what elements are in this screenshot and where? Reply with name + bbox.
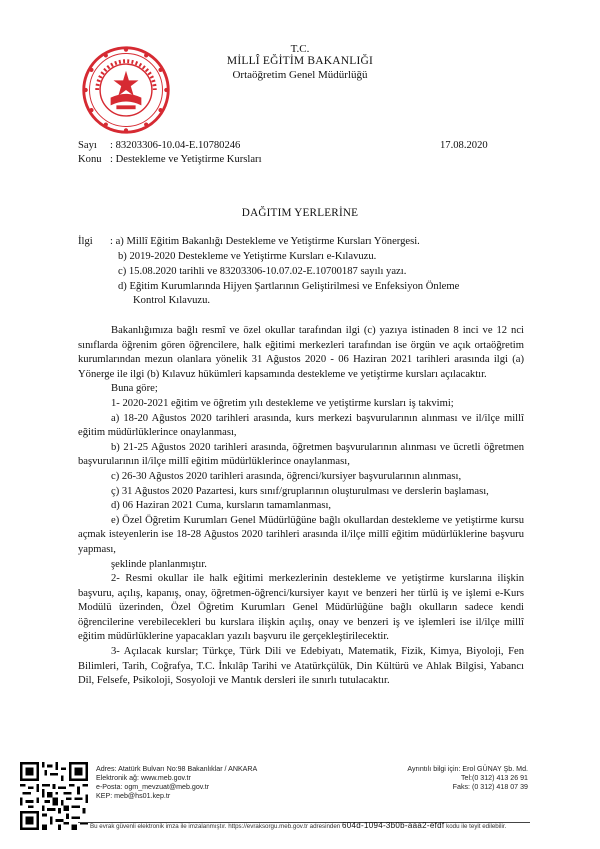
footer-phone: Tel:(0 312) 413 26 91 (460, 774, 528, 783)
item-1cc: ç) 31 Ağustos 2020 Pazartesi, kurs sınıf/gruplarının oluşturulması ve derslerin başlaması, (111, 485, 489, 497)
item-1a: a) 18-20 Ağustos 2020 tarihleri arasında, kurs merkezi başvurularının alınması ve il/ilçe millî eğitim müdürlüklerince onaylanması, (78, 412, 524, 439)
header-ministry: MİLLÎ EĞİTİM BAKANLIĞI (226, 55, 374, 67)
item-1c: c) 26-30 Ağustos 2020 tarihleri arasında, öğrenci/kursiyer başvurularının alınması, (111, 470, 462, 482)
header-tc: T.C. (290, 43, 310, 55)
ilgi-a: : a) Millî Eğitim Bakanlığı Destekleme ve Yetiştirme Kursları Yönergesi. (110, 236, 420, 247)
footer-website[interactable]: Elektronik ağ: www.meb.gov.tr (96, 774, 191, 783)
item-1b: b) 21-25 Ağustos 2020 tarihleri arasında, öğretmen başvurularının alınması ve ücretli öğretmen başvurularının il/ilçe millî eğitim müdürlüklerince onaylanması, (78, 441, 524, 468)
ilgi-c: c) 15.08.2020 tarihli ve 83203306-10.07.02-E.10700187 sayılı yazı. (118, 266, 407, 277)
item-3: 3- Açılacak kurslar; Türkçe, Türk Dili ve Edebiyatı, Matematik, Fizik, Kimya, Biyoloji, Fen Bilimleri, Tarih, Coğrafya, T.C. İnkılâp Tarihi ve Atatürkçülük, Din Kültürü ve Ahlak Bilgisi, Yabancı Dil, Felsefe, Psikoloji, Sosyoloji ve Mantık dersleri ile sınırlı tutulacaktır. (78, 646, 524, 687)
footer-fax: Faks: (0 312) 418 07 39 (452, 783, 528, 792)
document-date: 17.08.2020 (440, 140, 488, 151)
letter-body (78, 324, 524, 689)
header-directorate: Ortaöğretim Genel Müdürlüğü (232, 69, 368, 81)
ilgi-label: İlgi (78, 236, 93, 247)
footer-contact-left (96, 765, 257, 801)
footer-address: Adres: Atatürk Bulvarı No:98 Bakanlıklar / ANKARA (96, 765, 258, 773)
item-1e: e) Özel Öğretim Kurumları Genel Müdürlüğüne bağlı okullardan destekleme ve yetiştirme kursu açmak isteyenlerin ise 18-28 Ağustos 2020 tarihleri arasında il/ilçe millî eğitim müdürlüklerine başvuru yapması, (78, 514, 524, 555)
ilgi-d-line1: d) Eğitim Kurumlarında Hijyen Şartlarının Geliştirilmesi ve Enfeksiyon Önleme (118, 281, 460, 292)
item-1: 1- 2020-2021 eğitim ve öğretim yılı destekleme ve yetiştirme kursları iş takvimi; (111, 397, 454, 409)
item-2: 2- Resmi okullar ile halk eğitimi merkezlerinin destekleme ve yetiştirme kurslarına ilişkin başvuru, açılış, kapanış, onay, öğretmen-öğrenci/kursiyer kayıt ve benzeri her türlü iş ve işlemi e-Kurs Modülü üzerinden, Özel Öğretim Kurumları Genel Müdürlüğüne bağlı okulların sadece kendi öğrencilerine verebilecekleri bu kurslara ilişkin açılış, onay ve benzeri iş ve işlemleri ise il/ilçe millî eğitim müdürlüklerine yapacakları yazılı başvuru ile gerçekleştirilecektir. (78, 573, 524, 643)
konu-value: : Destekleme ve Yetiştirme Kursları (110, 154, 262, 165)
ilgi-b: b) 2019-2020 Destekleme ve Yetiştirme Kursları e-Kılavuzu. (118, 251, 377, 262)
footer-contact-person: Ayrıntılı bilgi için: Erol GÜNAY Şb. Md. (407, 765, 528, 773)
konu-label: Konu (78, 154, 102, 165)
verify-suffix: kodu ile teyit edilebilir. (446, 823, 507, 830)
buna-gore: Buna göre; (111, 383, 158, 395)
sayi-value: : 83203306-10.04-E.10780246 (110, 140, 241, 151)
sayi-label: Sayı (78, 140, 97, 151)
qr-code (20, 762, 88, 830)
item-1d: d) 06 Haziran 2021 Cuma, kursların tamamlanması, (111, 500, 332, 512)
recipient-title: DAĞITIM YERLERİNE (241, 207, 359, 219)
ilgi-d-line2: Kontrol Kılavuzu. (133, 295, 211, 306)
footer-kep[interactable]: KEP: meb@hs01.kep.tr (96, 792, 171, 801)
verify-code: 604d-1094-3b0b-aaa2-efdf (341, 821, 445, 830)
footer-email[interactable]: e-Posta: ogm_mevzuat@meb.gov.tr (96, 783, 210, 792)
e-signature-note (90, 821, 510, 831)
footer-contact-right (370, 765, 528, 792)
planlanmistir: şeklinde planlanmıştır. (111, 558, 207, 570)
intro-paragraph: Bakanlığımıza bağlı resmî ve özel okullar tarafından ilgi (c) yazıya istinaden 8 inci ve 12 nci sınıflarda öğrenim gören öğrencilere, halk eğitimi merkezleri tarafından ise örgün ve açık ortaöğretim kurumlarından mezun olanlara yönelik 31 Ağustos 2020 - 06 Haziran 2021 tarihleri arasında ilgi (a) Yönerge ile ilgi (b) Kılavuz hükümleri kapsamında destekleme ve yetiştirme kursları açılacaktır. (78, 325, 524, 380)
verify-text: Bu evrak güvenli elektronik imza ile imzalanmıştır. https://evraksorgu.meb.gov.tr adresinden (90, 823, 341, 830)
